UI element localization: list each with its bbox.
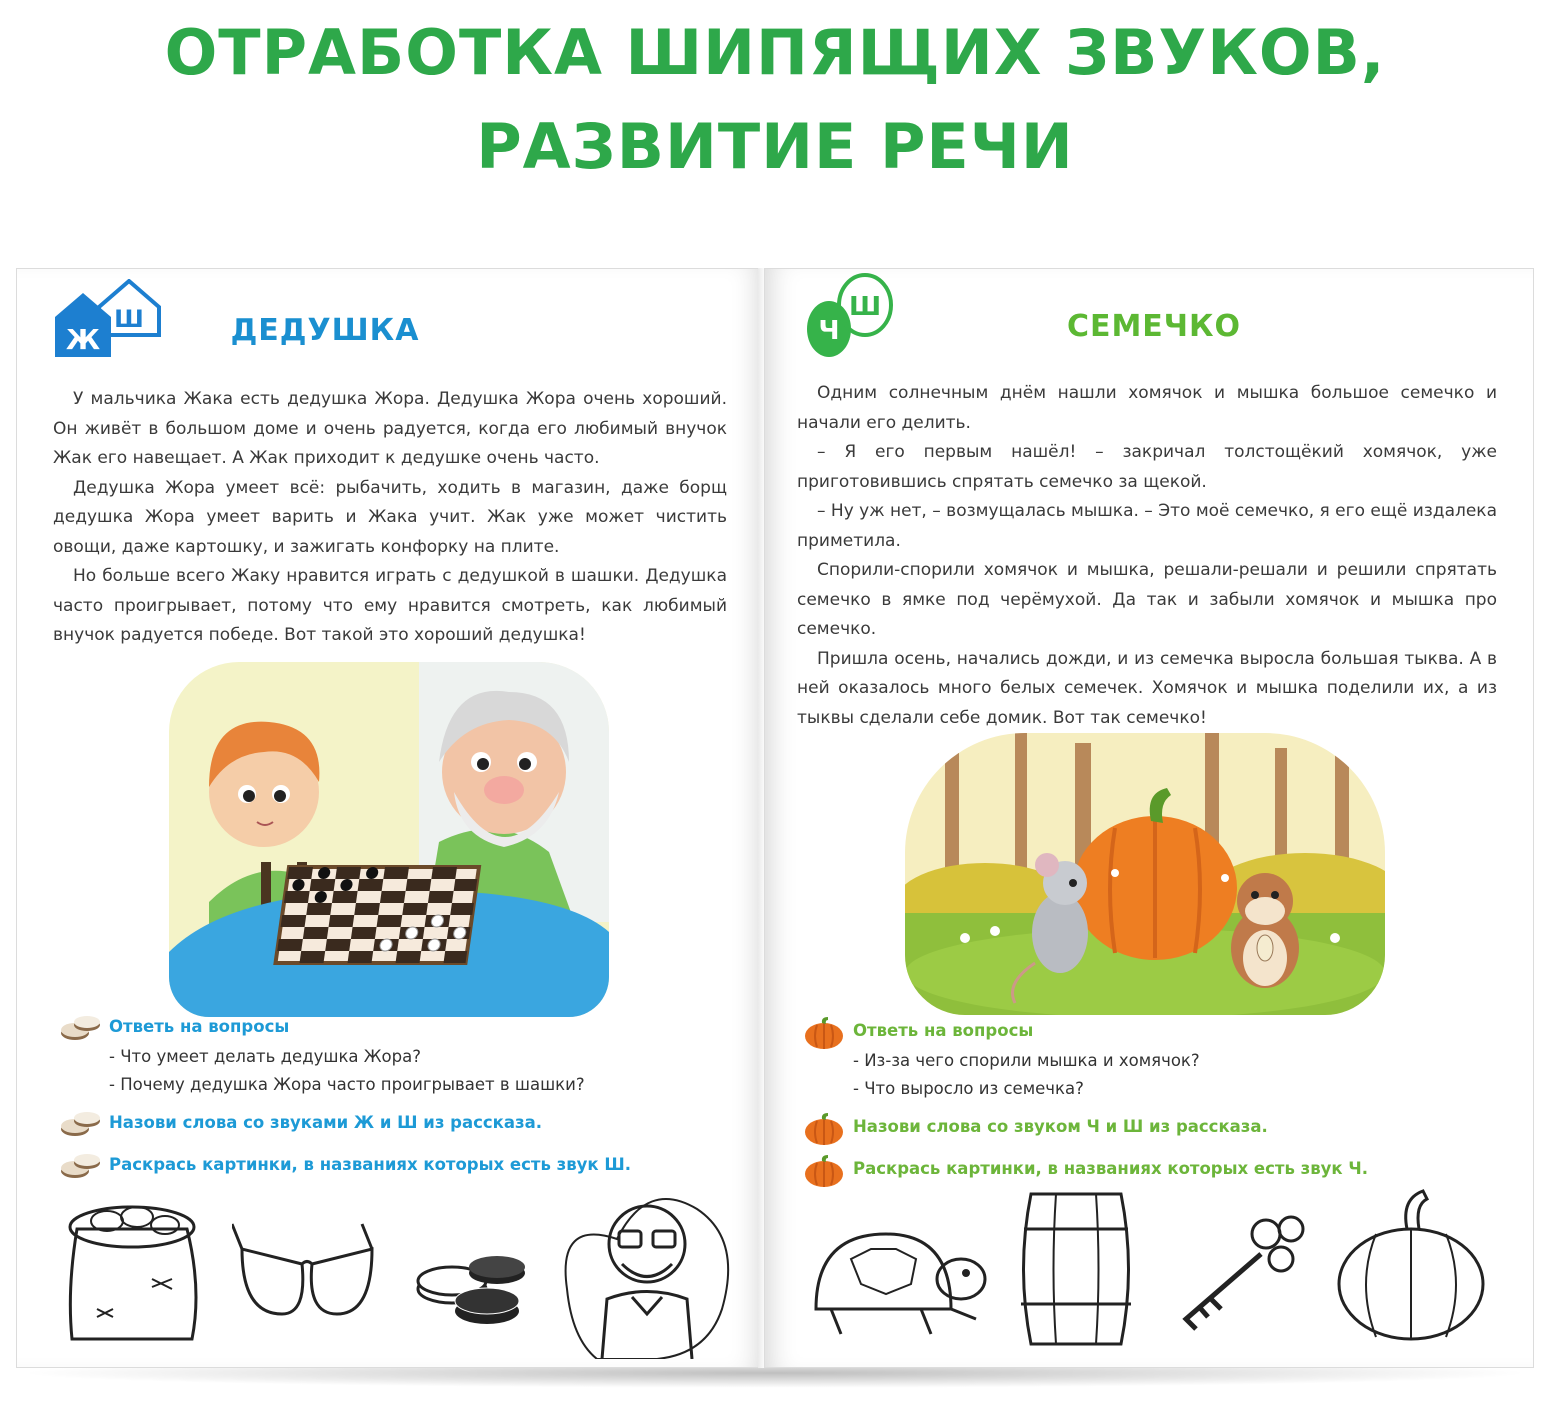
grandpa-coloring-icon[interactable]	[557, 1179, 737, 1359]
badge-letter-sh: Ш	[848, 292, 882, 322]
right-tasks	[801, 1017, 1501, 1193]
headline-line-1: ОТРАБОТКА ШИПЯЩИХ ЗВУКОВ,	[164, 16, 1386, 89]
right-paragraph-5: Пришла осень, начались дожди, и из семечка выросла большая тыква. А в ней оказалось много белых семечек. Хомячок и мышка поделили их, а из тыквы сделали себе домик. Вот так семечко!	[797, 648, 1497, 728]
sack-of-potatoes-icon[interactable]	[57, 1189, 207, 1349]
pumpkin-forest-illustration	[905, 733, 1385, 1015]
checkers-icon[interactable]	[412, 1239, 532, 1339]
grandpa-checkers-illustration	[169, 662, 609, 1017]
right-coloring-pictures	[801, 1189, 1511, 1359]
left-story-title: ДЕДУШКА	[230, 313, 420, 348]
pumpkin-icon	[801, 1113, 847, 1145]
left-task-3-heading: Раскрась картинки, в названиях которых есть звук Ш.	[109, 1155, 632, 1174]
turtle-icon[interactable]	[801, 1209, 991, 1349]
page-headline	[0, 0, 1550, 194]
left-task-1-question-2: - Почему дедушка Жора часто проигрывает в шашки?	[109, 1075, 585, 1094]
badge-letter-zh: Ж	[65, 323, 101, 356]
right-task-2-heading: Назови слова со звуком Ч и Ш из рассказа.	[853, 1117, 1268, 1136]
left-paragraph-1: У мальчика Жака есть дедушка Жора. Дедушка Жора очень хороший. Он живёт в большом доме и очень радуется, когда его любимый внучок Жак его навещает. А Жак приходит к дедушке очень часто.	[53, 389, 727, 468]
right-task-1-heading: Ответь на вопросы	[853, 1021, 1034, 1040]
checkers-pieces-icon	[57, 1013, 103, 1045]
pumpkin-coloring-icon[interactable]	[1331, 1189, 1491, 1349]
left-paragraph-2: Дедушка Жора умеет всё: рыбачить, ходить в магазин, даже борщ дедушка Жора умеет варить и Жака учит. Жак уже может чистить овощи, даже картошку, и зажигать конфорку на плите.	[53, 477, 727, 557]
headline-line-2: РАЗВИТИЕ РЕЧИ	[476, 110, 1074, 183]
left-task-1-heading: Ответь на вопросы	[109, 1017, 290, 1036]
right-task-2	[801, 1113, 1501, 1145]
right-task-3-heading: Раскрась картинки, в названиях которых есть звук Ч.	[853, 1159, 1368, 1178]
open-book	[16, 268, 1534, 1368]
right-story-title: СЕМЕЧКО	[1066, 309, 1242, 344]
right-story-text	[797, 379, 1497, 733]
right-task-1	[801, 1017, 1501, 1049]
checkers-pieces-icon	[57, 1109, 103, 1141]
right-paragraph-1: Одним солнечным днём нашли хомячок и мышка большое семечко и начали его делить.	[797, 383, 1497, 433]
left-page	[16, 268, 764, 1368]
right-task-1-question-2: - Что выросло из семечка?	[853, 1079, 1084, 1098]
right-task-1-question-1: - Из-за чего спорили мышка и хомячок?	[853, 1051, 1200, 1070]
left-paragraph-3: Но больше всего Жаку нравится играть с дедушкой в шашки. Дедушка часто проигрывает, потому что ему нравится смотреть, как любимый внучок радуется победе. Вот такой это хороший дедушка!	[53, 566, 727, 645]
badge-letter-sh: Ш	[114, 305, 144, 333]
pumpkin-icon	[801, 1155, 847, 1187]
right-page	[764, 268, 1534, 1368]
left-task-2-heading: Назови слова со звуками Ж и Ш из рассказа.	[109, 1113, 543, 1132]
right-paragraph-3: – Ну уж нет, – возмущалась мышка. – Это моё семечко, я его ещё издалека приметила.	[797, 501, 1497, 551]
left-coloring-pictures	[57, 1179, 737, 1359]
right-paragraph-2: – Я его первым нашёл! – закричал толстощёкий хомячок, уже приготовившись спрятать семечко за щекой.	[797, 442, 1497, 492]
left-tasks	[57, 1013, 737, 1189]
right-task-3	[801, 1155, 1501, 1187]
pumpkin-icon	[801, 1017, 847, 1049]
left-story-text	[53, 385, 727, 651]
glasses-icon[interactable]	[232, 1219, 382, 1329]
right-paragraph-4: Спорили-спорили хомячок и мышка, решали-решали и решили спрятать семечко в ямке под черёмухой. Да так и забыли хомячок и мышка про семечко.	[797, 560, 1497, 639]
barrel-icon[interactable]	[1016, 1189, 1136, 1349]
left-task-1-question-1: - Что умеет делать дедушка Жора?	[109, 1047, 421, 1066]
badge-letter-ch: Ч	[818, 316, 840, 346]
left-task-1	[57, 1013, 737, 1045]
key-icon[interactable]	[1166, 1199, 1316, 1339]
left-task-2	[57, 1109, 737, 1141]
